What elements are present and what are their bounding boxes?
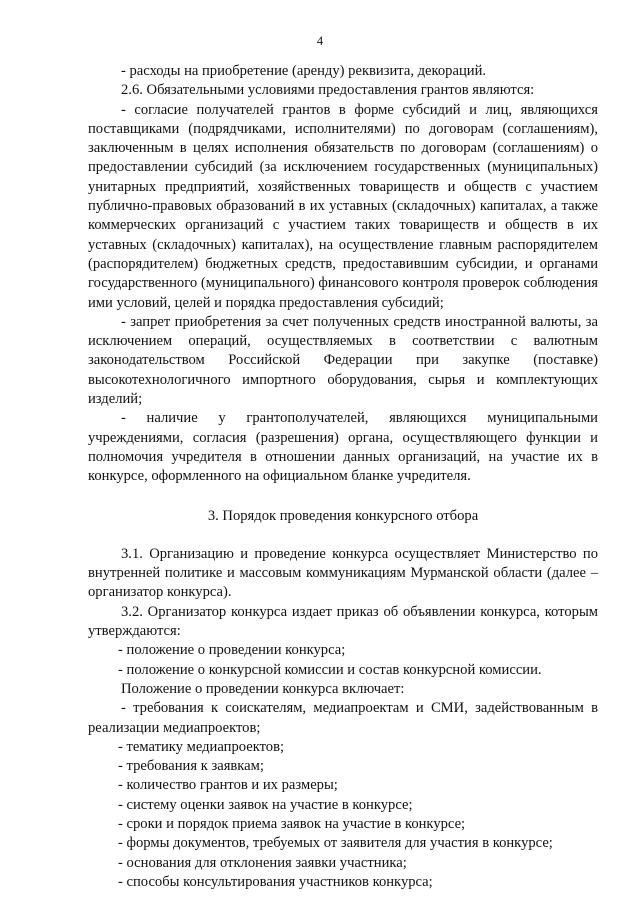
- list-item: - систему оценки заявок на участие в конкурсе;: [118, 796, 413, 813]
- list-item: - требования к заявкам;: [118, 758, 264, 775]
- list-item: - положение о конкурсной комиссии и состав конкурсной комиссии.: [118, 661, 542, 678]
- paragraph: 3.1. Организацию и проведение конкурса осуществляет Министерство по внутренней политике и массовым коммуникациям Мурманской области (далее – организатор конкурса).: [88, 545, 598, 601]
- list-item: - способы консультирования участников конкурса;: [118, 873, 433, 890]
- list-item: - тематику медиапроектов;: [118, 738, 285, 755]
- page-number: 4: [316, 34, 324, 48]
- paragraph: - наличие у грантополучателей, являющихся муниципальными учреждениями, согласия (разрешения) органа, осуществляющего функции и полномочия учредителя в отношении данных организаций, на участие их в конкурсе, оформленного на официальном бланке учредителя.: [88, 410, 598, 485]
- paragraph: - запрет приобретения за счет полученных средств иностранной валюты, за исключением операций, осуществляемых в соответствии с валютным законодательством Российской Федерации при закупке (поставке) высокотехнологичного импортного оборудования, сырья и комплектующих изделий;: [88, 313, 598, 408]
- list-item: - положение о проведении конкурса;: [118, 642, 346, 659]
- list-item: - сроки и порядок приема заявок на участие в конкурсе;: [118, 815, 466, 832]
- paragraph: 2.6. Обязательными условиями предоставления грантов являются:: [121, 82, 535, 99]
- list-item: - формы документов, требуемых от заявителя для участия в конкурсе;: [118, 835, 553, 852]
- paragraph: 3.2. Организатор конкурса издает приказ об объявлении конкурса, которым утверждаются:: [88, 603, 598, 640]
- section-heading: 3. Порядок проведения конкурсного отбора: [207, 507, 479, 524]
- document-body: [88, 62, 598, 892]
- list-item: - основания для отклонения заявки участника;: [118, 854, 407, 871]
- paragraph: Положение о проведении конкурса включает:: [121, 680, 405, 697]
- list-item: - количество грантов и их размеры;: [118, 777, 338, 794]
- paragraph: - согласие получателей грантов в форме субсидий и лиц, являющихся поставщиками (подрядчиками, исполнителями) по договорам (соглашениям), заключенным в целях исполнения обязательств по договорам (соглашениям) о предоставлении субсидий (за исключением государственных (муниципальных) унитарных предприятий, хозяйственных товариществ и обществ с участием публично-правовых образований в их уставных (складочных) капиталах, а также коммерческих организаций с участием таких товариществ и обществ в их уставных (складочных) капиталах), на осуществление главным распорядителем (распорядителем) бюджетных средств, предоставившим субсидии, и органами государственного (муниципального) финансового контроля проверок соблюдения ими условий, целей и порядка предоставления субсидий;: [88, 101, 598, 311]
- list-item: - требования к соискателям, медиапроектам и СМИ, задействованным в реализации медиапроектов;: [88, 700, 598, 736]
- paragraph: - расходы на приобретение (аренду) реквизита, декораций.: [121, 63, 487, 79]
